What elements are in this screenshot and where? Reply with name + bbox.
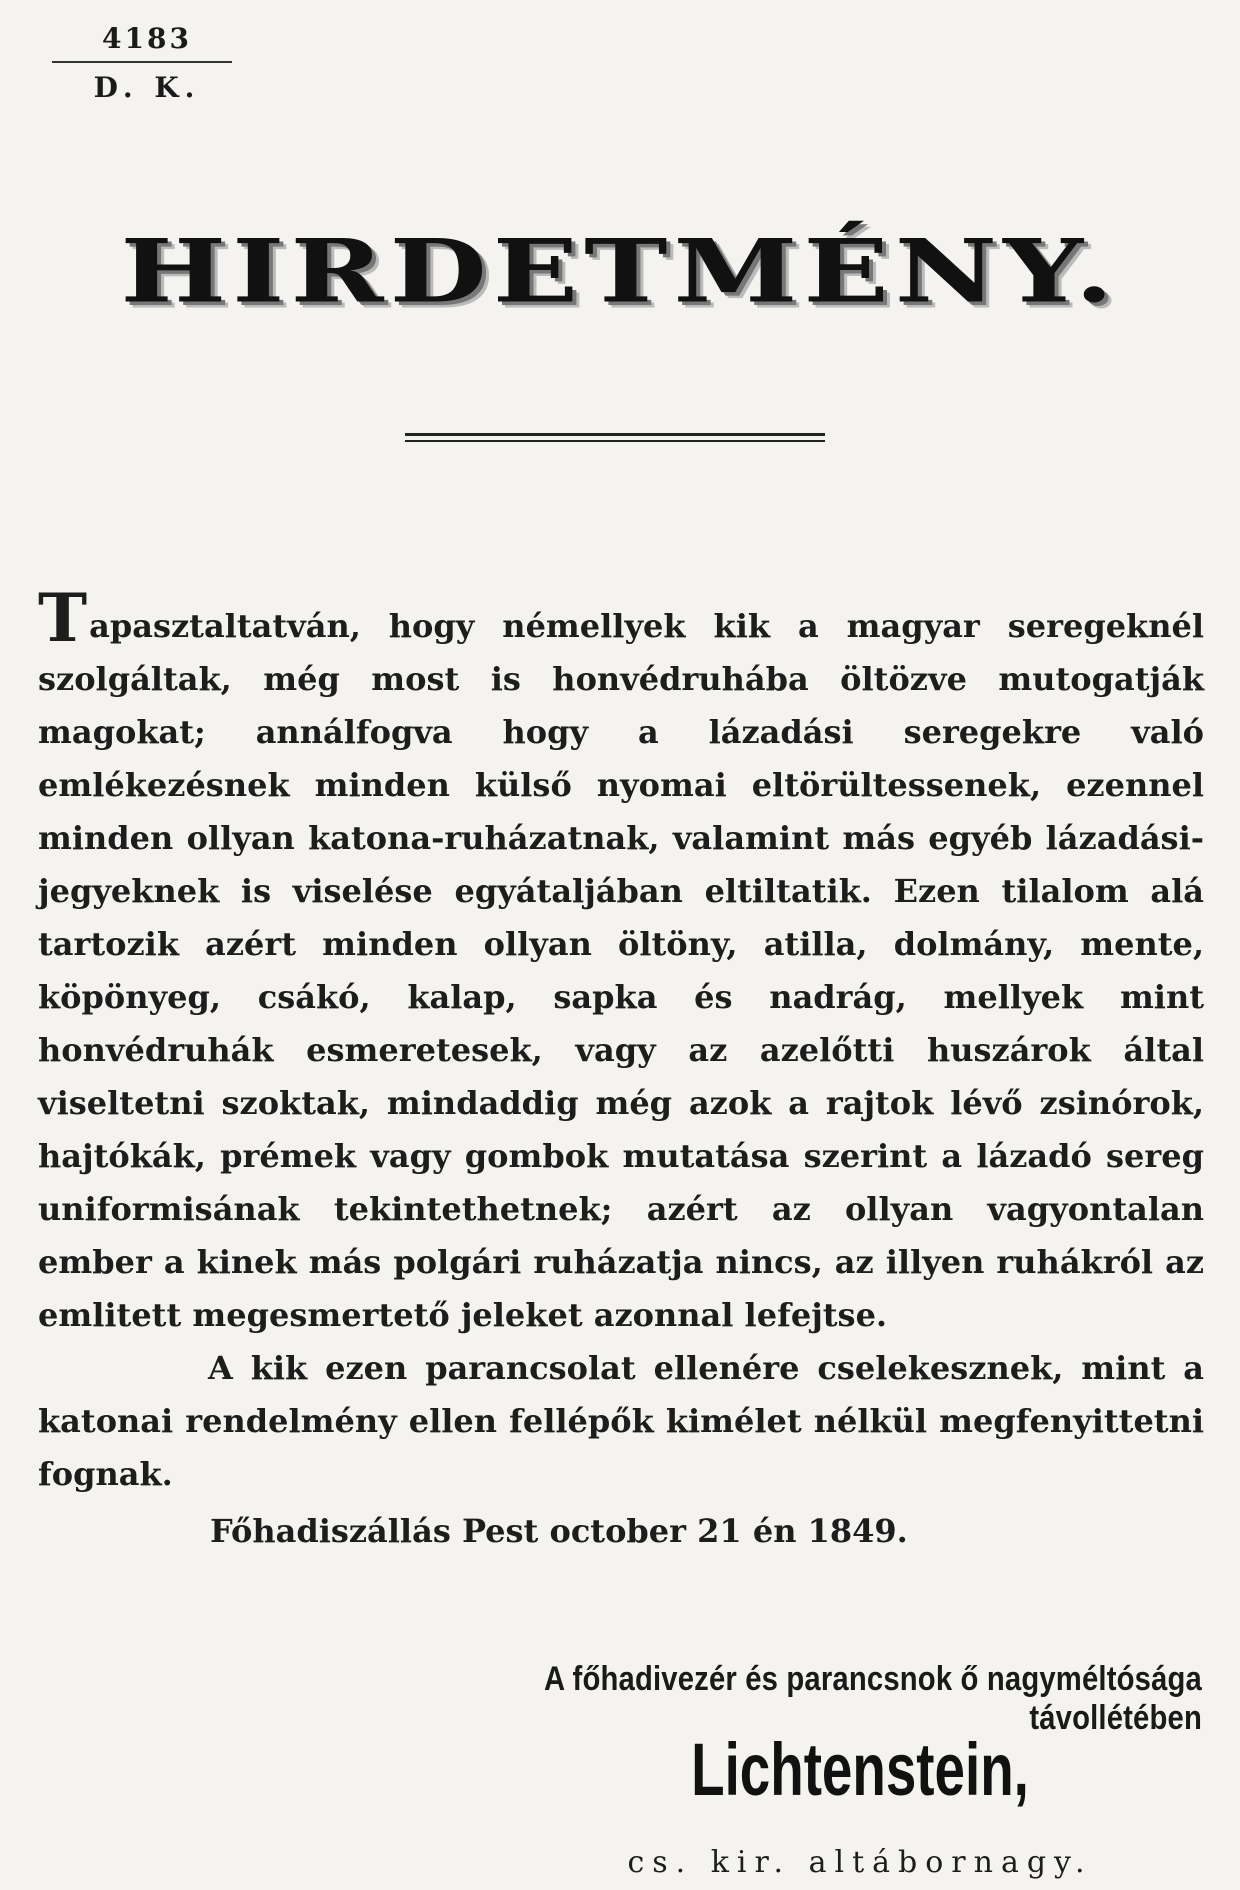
signature-rank: cs. kir. altábornagy. bbox=[627, 1845, 1093, 1880]
reference-code: D. K. bbox=[93, 71, 201, 104]
paragraph-1-text: apasztaltatván, hogy némellyek kik a magyar seregeknél szolgáltak, még most is honvédruhába öltözve mutogatják magokat; annálfogva hogy a lázadási seregekre való emlékezésnek minden külső nyomai eltörültessenek, ezennel minden ollyan katona-ruházatnak, valamint más egyéb lázadási-jegyeknek is viselése egyátaljában eltiltatik. Ezen tilalom alá tartozik azért minden ollyan öltöny, atilla, dolmány, mente, köpönyeg, csákó, kalap, sapka és nadrág, mellyek mint honvédruhák esmeretesek, vagy az azelőtti huszárok által viseltetni szoktak, mindaddig még azok a rajtok lévő zsinórok, hajtókák, prémek vagy gombok mutatása szerint a lázadó sereg uniformisának tekintethetnek; azért az ollyan vagyontalan ember a kinek más polgári ruházatja nincs, az illyen ruhákról az emlitett megesmertető jeleket azonnal lefejtse. bbox=[38, 607, 1204, 1334]
paragraph-2: A kik ezen parancsolat ellenére cselekesznek, mint a katonai rendelmény ellen fellépők kimélet nélkül megfenyittetni fognak. bbox=[38, 1349, 1204, 1493]
title-divider bbox=[405, 433, 825, 442]
date-line: Főhadiszállás Pest october 21 én 1849. bbox=[210, 1512, 908, 1550]
reference-mark bbox=[52, 22, 232, 104]
absence-line: A főhadivezér és parancsnok ő nagyméltósága távollétében bbox=[544, 1660, 1202, 1737]
proclamation-body bbox=[38, 579, 1204, 1501]
paragraph-1 bbox=[38, 579, 1204, 1342]
page-title: HIRDETMÉNY. bbox=[120, 220, 1120, 323]
signature-name: Lichtenstein, bbox=[691, 1728, 1029, 1811]
drop-cap: T bbox=[38, 579, 88, 657]
reference-number: 4183 bbox=[102, 22, 192, 55]
reference-divider bbox=[52, 61, 232, 63]
